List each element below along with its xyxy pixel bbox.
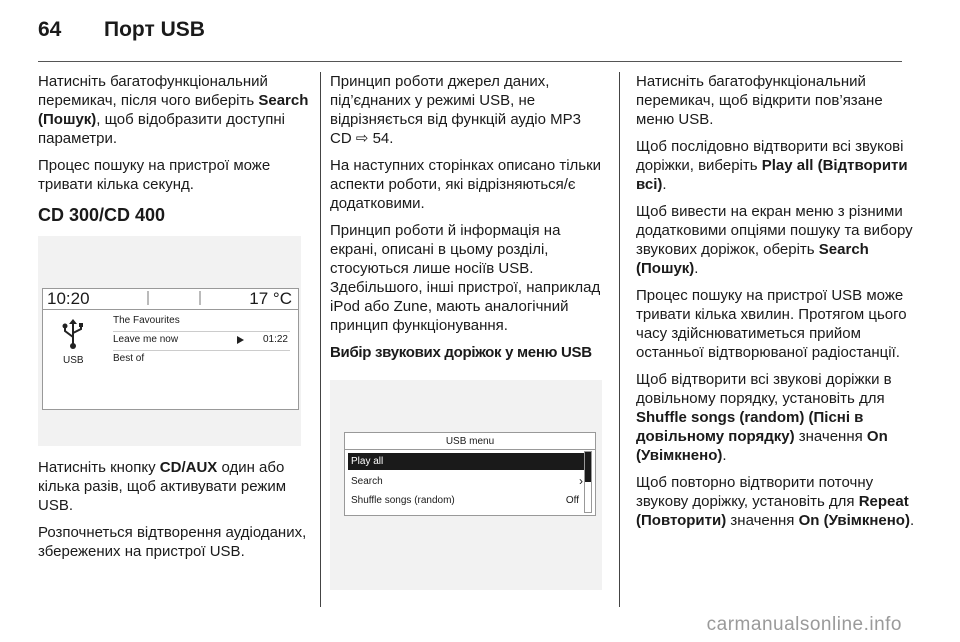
list-item: Best of (113, 353, 145, 364)
page-ref-icon: ⇨ (355, 130, 369, 147)
display-illustration-usb-menu (330, 380, 602, 590)
play-icon (237, 336, 244, 344)
shuffle-value: Off (565, 495, 579, 506)
display-screen (42, 288, 299, 410)
usb-icon (61, 319, 85, 349)
page-header (38, 18, 205, 48)
display-illustration-usb (38, 236, 301, 446)
column-1 (38, 72, 310, 239)
chevron-right-icon: › (579, 474, 583, 488)
list-item: The Favourites (113, 313, 290, 332)
paragraph: На наступних сторінках описано тільки аспекти роботи, які відрізняються/є додатковими. (330, 157, 602, 212)
display-status-bar (43, 289, 298, 310)
section-title: Порт USB (104, 18, 205, 41)
paragraph: Розпочнеться відтворення аудіоданих, збережених на пристрої USB. (38, 524, 307, 560)
menu-title: USB menu (345, 434, 595, 450)
paragraph: Процес пошуку на пристрої може тривати кілька секунд. (38, 157, 271, 193)
menu-item-shuffle: Shuffle songs (random) Off (348, 492, 587, 509)
menu-item-search: Search › (351, 474, 583, 488)
paragraph: Принцип роботи джерел даних, під’єднаних у режимі USB, не відрізняється від функцій аудіо MP3 CD ⇨ 54. (330, 73, 581, 147)
sub-heading: Вибір звукових доріжок у меню USB (330, 344, 592, 361)
paragraph: Процес пошуку на пристрої USB може тривати кілька хвилин. Протягом цього часу здійснюватиметься прийом останньої відтворюваної радіостанції. (636, 287, 907, 361)
paragraph: Щоб повторно відтворити поточну звукову доріжку, установіть для Repeat (Повторити) значення On (Увімкнено). (636, 474, 915, 529)
paragraph: Натисніть багатофункціональний перемикач, щоб відкрити пов’язане меню USB. (636, 73, 883, 128)
paragraph: Принцип роботи й інформація на екрані, описані в цьому розділі, стосуються лише носіїв USB. Здебільшого, інші пристрої, наприклад iPod або Zune, мають аналогічний принцип функціонування. (330, 222, 601, 334)
column-divider (320, 72, 321, 607)
watermark: carmanualsonline.info (706, 614, 902, 635)
list-item: Leave me now 01:22 (113, 332, 290, 351)
menu-scrollbar (584, 451, 592, 513)
menu-item-play-all: Play all (348, 453, 587, 470)
column-divider (619, 72, 620, 607)
display-clock: 10:20 (47, 289, 90, 308)
cd-heading: CD 300/CD 400 (38, 205, 166, 225)
page-number: 64 (38, 18, 62, 41)
paragraph: Щоб відтворити всі звукові доріжки в довільному порядку, установіть для Shuffle songs (random) (Пісні в довільному порядку) значення On (Увімкнено). (636, 371, 892, 464)
header-rule (38, 61, 902, 62)
paragraph: Щоб вивести на екран меню з різними додатковими опціями пошуку та вибору звукових доріжок, оберіть Search (Пошук). (636, 203, 913, 277)
usb-label: USB (63, 355, 84, 366)
paragraph: Натисніть багатофункціональний перемикач, після чого виберіть Search (Пошук), щоб відобразити доступні параметри. (38, 73, 309, 147)
paragraph: Натисніть кнопку CD/AUX один або кілька разів, щоб активувати режим USB. (38, 459, 287, 514)
display-screen (344, 432, 596, 516)
display-temperature: 17 °C (249, 289, 292, 308)
track-time: 01:22 (262, 334, 288, 345)
column-3 (636, 72, 916, 538)
paragraph: Щоб послідовно відтворити всі звукові доріжки, виберіть Play all (Відтворити всі). (636, 138, 908, 193)
column-2 (330, 72, 602, 370)
column-1-lower (38, 458, 310, 569)
